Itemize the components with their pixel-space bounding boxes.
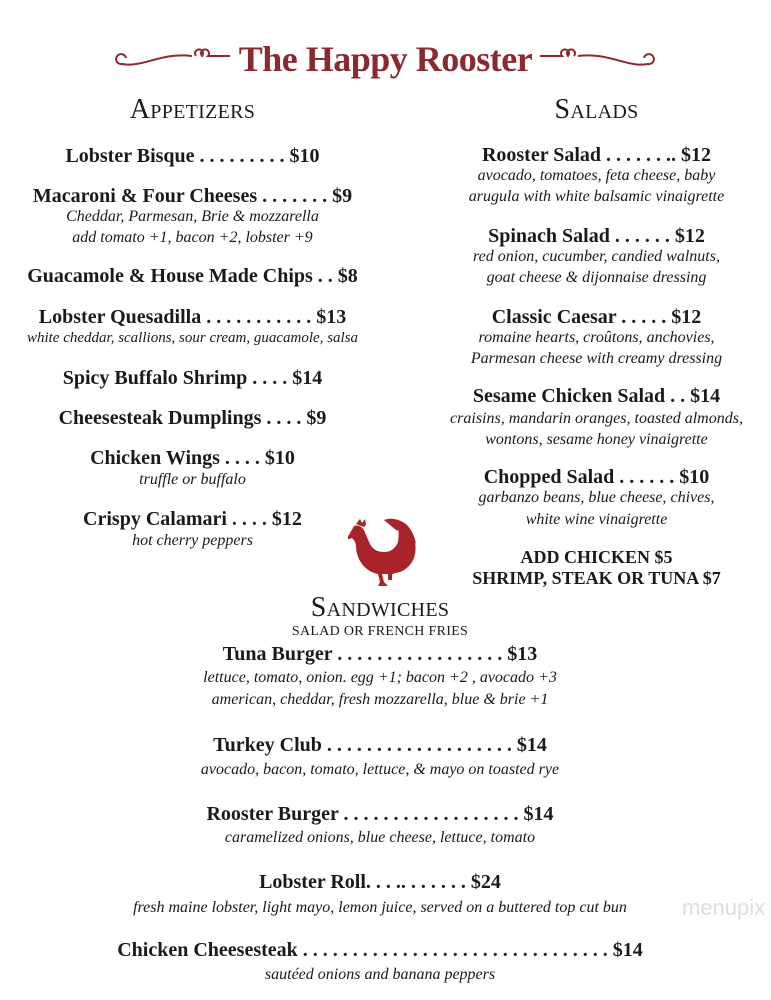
menu-item-name: Cheesesteak Dumplings . . . . $9	[58, 407, 327, 429]
sandwiches-heading: Sandwiches	[310, 592, 450, 623]
menu-item-desc: wontons, sesame honey vinaigrette	[485, 431, 708, 448]
menu-item-desc: Cheddar, Parmesan, Brie & mozzarella	[66, 208, 319, 225]
add-on-line: ADD CHICKEN $5	[520, 547, 673, 567]
menu-item-desc: white wine vinaigrette	[525, 511, 668, 528]
menu-item-name: Classic Caesar . . . . . $12	[491, 306, 702, 328]
menu-item-desc: craisins, mandarin oranges, toasted almonds,	[450, 410, 743, 427]
menu-item-desc: fresh maine lobster, light mayo, lemon juice, served on a buttered top cut bun	[133, 899, 627, 916]
menu-item-desc: arugula with white balsamic vinaigrette	[468, 188, 725, 205]
menu-item-name: Macaroni & Four Cheeses . . . . . . . $9	[32, 185, 353, 207]
menu-item-name: Spinach Salad . . . . . . $12	[488, 225, 705, 247]
menu-item-desc: white cheddar, scallions, sour cream, guacamole, salsa	[26, 330, 359, 346]
page-title: The Happy Rooster	[238, 39, 533, 79]
menu-item-desc: hot cherry peppers	[132, 532, 253, 549]
sandwiches-subheading: SALAD OR FRENCH FRIES	[291, 624, 469, 639]
menu-item-name: Lobster Quesadilla . . . . . . . . . . . $13	[38, 306, 347, 328]
menu-item-desc: sautéed onions and banana peppers	[264, 966, 496, 983]
menu-item-name: Sesame Chicken Salad . . $14	[472, 385, 721, 407]
menu-item-desc: red onion, cucumber, candied walnuts,	[473, 248, 720, 265]
menu-item-name: Lobster Bisque . . . . . . . . . $10	[65, 145, 320, 167]
menu-item-desc: caramelized onions, blue cheese, lettuce, tomato	[224, 829, 536, 846]
menu-item-name: Crispy Calamari . . . . $12	[83, 508, 302, 530]
menu-item-desc: american, cheddar, fresh mozzarella, blue & brie +1	[211, 691, 549, 708]
watermark: menupix	[682, 895, 766, 920]
menu-item-desc: avocado, bacon, tomato, lettuce, & mayo on toasted rye	[200, 761, 560, 778]
salads-heading: Salads	[554, 94, 639, 125]
menu-item-name: Chopped Salad . . . . . . $10	[483, 466, 710, 488]
appetizers-heading: Appetizers	[129, 94, 256, 125]
menu-item-name: Spicy Buffalo Shrimp . . . . $14	[62, 367, 323, 389]
menu-item-name: Chicken Wings . . . . $10	[90, 447, 295, 469]
menu-item-desc: goat cheese & dijonnaise dressing	[486, 269, 707, 286]
menu-item-desc: Parmesan cheese with creamy dressing	[470, 350, 723, 367]
menu-item-name: Lobster Roll. . . .. . . . . . . $24	[259, 871, 501, 893]
menu-item-desc: lettuce, tomato, onion. egg +1; bacon +2 , avocado +3	[203, 669, 557, 686]
menu-item-name: Turkey Club . . . . . . . . . . . . . . . . . . . $14	[213, 734, 547, 756]
menu-item-desc: romaine hearts, croûtons, anchovies,	[478, 329, 715, 346]
menu-item-desc: avocado, tomatoes, feta cheese, baby	[477, 167, 716, 184]
menu-item-desc: add tomato +1, bacon +2, lobster +9	[72, 229, 313, 246]
menu-item-desc: truffle or buffalo	[139, 471, 246, 488]
menu-item-name: Guacamole & House Made Chips . . $8	[27, 265, 358, 287]
menu-item-name: Tuna Burger . . . . . . . . . . . . . . . . . $13	[222, 643, 538, 665]
right-flourish-icon	[540, 46, 658, 72]
menu-item-name: Rooster Burger . . . . . . . . . . . . . . . . . . $14	[206, 803, 554, 825]
rooster-icon	[348, 518, 420, 588]
menu-item-name: Rooster Salad . . . . . . .. $12	[481, 144, 712, 166]
menu-item-name: Chicken Cheesesteak . . . . . . . . . . . . . . . . . . . . . . . . . . . . . . . $14	[117, 939, 643, 961]
menu-item-desc: garbanzo beans, blue cheese, chives,	[478, 489, 715, 506]
add-on-line: SHRIMP, STEAK OR TUNA $7	[472, 568, 721, 588]
